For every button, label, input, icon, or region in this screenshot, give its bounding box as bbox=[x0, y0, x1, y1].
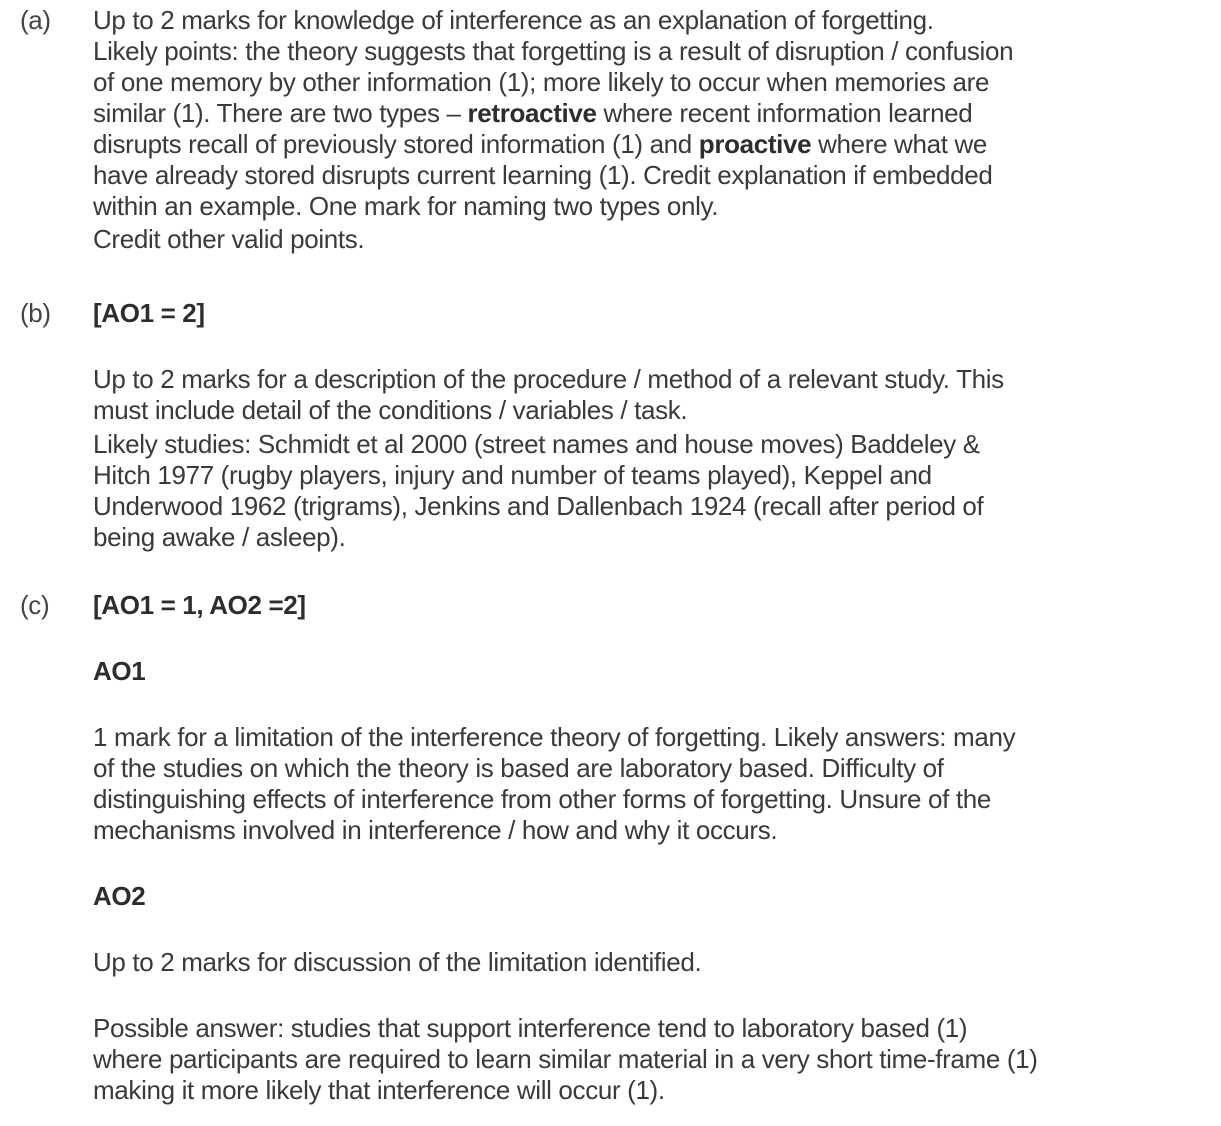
retroactive-term: retroactive bbox=[467, 98, 597, 128]
ao2-line-1: Possible answer: studies that support interference tend to laboratory based (1) bbox=[93, 1013, 968, 1043]
ao1-heading: AO1 bbox=[93, 656, 146, 686]
section-c-label: (c) bbox=[20, 590, 50, 620]
ao1-line-2: of the studies on which the theory is based are laboratory based. Difficulty of bbox=[93, 753, 944, 783]
section-b-para-1 bbox=[93, 364, 1203, 426]
section-a-line-7: within an example. One mark for naming two types only. bbox=[93, 191, 719, 221]
line-5-end: where what we bbox=[811, 129, 987, 159]
section-b-para2-line-1: Likely studies: Schmidt et al 2000 (street names and house moves) Baddeley & bbox=[93, 429, 980, 459]
section-b-para2-line-3: Underwood 1962 (trigrams), Jenkins and Dallenbach 1924 (recall after period of bbox=[93, 491, 984, 521]
section-a-line-2: Likely points: the theory suggests that forgetting is a result of disruption / confusion bbox=[93, 36, 1014, 66]
ao2-line-3: making it more likely that interference will occur (1). bbox=[93, 1075, 665, 1105]
section-a-line-1: Up to 2 marks for knowledge of interference as an explanation of forgetting. bbox=[93, 5, 934, 35]
section-b-label: (b) bbox=[20, 298, 51, 328]
section-a-line-6: have already stored disrupts current learning (1). Credit explanation if embedded bbox=[93, 160, 993, 190]
section-b-content bbox=[93, 298, 1203, 553]
section-a-line-4 bbox=[93, 98, 1203, 129]
ao1-line-3: distinguishing effects of interference from other forms of forgetting. Unsure of the bbox=[93, 784, 991, 814]
proactive-term: proactive bbox=[698, 129, 812, 159]
section-b-para1-line-2: must include detail of the conditions / variables / task. bbox=[93, 395, 688, 425]
section-b-para1-line-1: Up to 2 marks for a description of the procedure / method of a relevant study. This bbox=[93, 364, 1004, 394]
section-b-para2-line-2: Hitch 1977 (rugby players, injury and number of teams played), Keppel and bbox=[93, 460, 932, 490]
line-5-start: disrupts recall of previously stored information (1) and bbox=[93, 129, 699, 159]
ao2-line-2: where participants are required to learn similar material in a very short time-frame (1) bbox=[93, 1044, 1038, 1074]
ao1-line-1: 1 mark for a limitation of the interference theory of forgetting. Likely answers: many bbox=[93, 722, 1016, 752]
section-b-para-2 bbox=[93, 429, 1203, 553]
section-b-heading: [AO1 = 2] bbox=[93, 298, 205, 328]
ao2-heading: AO2 bbox=[93, 881, 146, 911]
section-c-heading: [AO1 = 1, AO2 =2] bbox=[93, 590, 306, 620]
section-b-para2-line-4: being awake / asleep). bbox=[93, 522, 346, 552]
section-a-line-8: Credit other valid points. bbox=[93, 224, 365, 254]
section-a-line-5 bbox=[93, 129, 1203, 160]
line-4-end: where recent information learned bbox=[596, 98, 973, 128]
section-a-content bbox=[93, 5, 1203, 255]
ao2-intro: Up to 2 marks for discussion of the limitation identified. bbox=[93, 947, 702, 977]
ao1-line-4: mechanisms involved in interference / how and why it occurs. bbox=[93, 815, 778, 845]
line-4-start: similar (1). There are two types – bbox=[93, 98, 468, 128]
section-a-line-3: of one memory by other information (1); more likely to occur when memories are bbox=[93, 67, 990, 97]
section-a-label: (a) bbox=[20, 5, 51, 35]
ao2-paragraph bbox=[93, 1013, 1203, 1106]
ao1-paragraph bbox=[93, 722, 1203, 846]
section-c-content bbox=[93, 590, 1203, 1106]
